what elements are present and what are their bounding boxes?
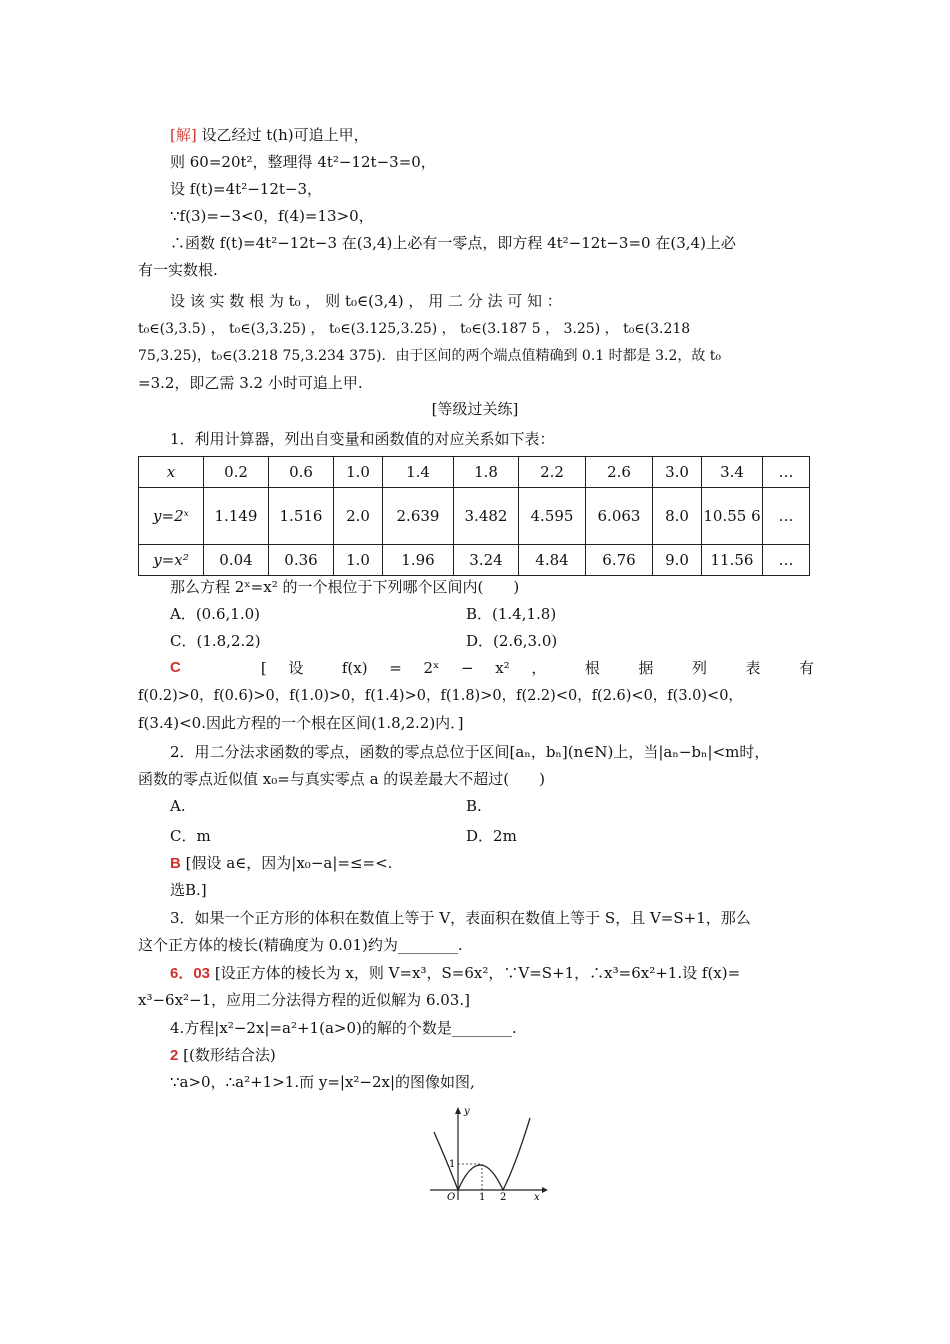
table-cell: 1.8 <box>454 457 519 488</box>
table-row <box>139 457 810 488</box>
table-cell: 1.0 <box>334 545 383 576</box>
q3-expl-text: [设正方体的棱长为 x，则 V=x³，S=6x²，∵V=S+1，∴x³=6x²+1.设 f(x)= <box>214 964 741 982</box>
table-cell: 0.2 <box>204 457 269 488</box>
solution-line-5: ∴函数 f(t)=4t²−12t−3 在(3,4)上必有一零点，即方程 4t²−12t−3=0 在(3,4)上必 <box>170 234 736 252</box>
curve <box>434 1118 530 1190</box>
solution-text-1: 设乙经过 t(h)可追上甲， <box>201 126 369 144</box>
table-cell: 6.063 <box>586 488 653 545</box>
table-cell: 1.149 <box>204 488 269 545</box>
q1-option-b: B．(1.4,1.8) <box>466 605 557 623</box>
table-row <box>139 488 810 545</box>
q2-expl-text: [假设 a∈，因为|x₀−a|=≤=<. <box>185 854 393 872</box>
q1-explanation-2: f(0.2)>0，f(0.6)>0，f(1.0)>0，f(1.4)>0，f(1.8)>0，f(2.2)<0，f(2.6)<0，f(3.0)<0， <box>138 688 743 704</box>
q1-stem: 1．利用计算器，列出自变量和函数值的对应关系如下表： <box>170 430 555 448</box>
solution-tag: [解] <box>170 126 197 144</box>
q2-explanation-2: 选B.] <box>170 881 207 899</box>
table-cell: 1.516 <box>269 488 334 545</box>
table-cell: 4.595 <box>519 488 586 545</box>
q1-option-d: D．(2.6,3.0) <box>466 632 558 650</box>
table-cell: 1.0 <box>334 457 383 488</box>
value-table <box>138 456 810 576</box>
table-cell: 1.4 <box>383 457 454 488</box>
q2-stem-1: 2．用二分法求函数的零点，函数的零点总位于区间[aₙ，bₙ](n∈N)上，当|aₙ−bₙ|<m时， <box>170 743 770 761</box>
q3-explanation-2: x³−6x²−1，应用二分法得方程的近似解为 6.03.] <box>138 991 470 1009</box>
q4-answer: 2 <box>170 1047 179 1064</box>
x-tick-2: 2 <box>500 1192 507 1202</box>
table-cell: 3.0 <box>653 457 702 488</box>
q2-stem-2: 函数的零点近似值 x₀=与真实零点 a 的误差最大不超过( ) <box>138 770 545 788</box>
table-cell: 2.2 <box>519 457 586 488</box>
table-cell: 0.04 <box>204 545 269 576</box>
table-cell: … <box>763 457 810 488</box>
table-cell: 1.96 <box>383 545 454 576</box>
table-cell: 2.6 <box>586 457 653 488</box>
table-cell: 3.24 <box>454 545 519 576</box>
q2-answer: B <box>170 855 181 872</box>
table-cell: y=x² <box>139 545 204 576</box>
q1-question: 那么方程 2ˣ=x² 的一个根位于下列哪个区间内( ) <box>170 578 520 596</box>
x-axis-arrow-icon <box>542 1187 548 1193</box>
table-cell: y=2ˣ <box>139 488 204 545</box>
solution-line-4: ∵f(3)=−3<0，f(4)=13>0， <box>170 207 374 225</box>
q2-option-c: C．m <box>170 827 211 845</box>
solution-line-8: t₀∈(3,3.5) ， t₀∈(3,3.25) ， t₀∈(3.125,3.25) ， t₀∈(3.187 5 ， 3.25) ， t₀∈(3.218 <box>138 321 691 337</box>
q2-option-a: A. <box>170 797 186 815</box>
q1-option-a: A．(0.6,1.0) <box>170 605 261 623</box>
table-cell: 10.55 6 <box>702 488 763 545</box>
q2-option-d: D．2m <box>466 827 517 845</box>
table-cell: 0.36 <box>269 545 334 576</box>
table-cell: 6.76 <box>586 545 653 576</box>
y-tick-1: 1 <box>449 1159 456 1170</box>
q1-explanation-1 <box>170 657 814 679</box>
y-label: y <box>464 1106 470 1117</box>
solution-line-10: =3.2，即乙需 3.2 小时可追上甲. <box>138 374 363 392</box>
table-cell: x <box>139 457 204 488</box>
q4-explanation-1 <box>170 1044 276 1067</box>
table-cell: 11.56 <box>702 545 763 576</box>
q2-option-b: B. <box>466 797 482 815</box>
q3-explanation-1 <box>170 962 740 985</box>
table-cell: 2.639 <box>383 488 454 545</box>
solution-line-7: 设 该 实 数 根 为 t₀ ， 则 t₀∈(3,4) ， 用 二 分 法 可 知 ： <box>170 292 562 310</box>
q1-expl-text: [ 设 f(x) = 2ˣ − x² ， 根 据 列 表 有 <box>260 659 814 677</box>
solution-line-2: 则 60=20t²，整理得 4t²−12t−3=0， <box>170 153 436 171</box>
table-cell: 8.0 <box>653 488 702 545</box>
q3-answer: 6．03 <box>170 965 211 982</box>
q3-stem-2: 这个正方体的棱长(精确度为 0.01)约为________. <box>138 936 463 954</box>
table-cell: 3.482 <box>454 488 519 545</box>
q4-stem: 4.方程|x²−2x|=a²+1(a>0)的解的个数是________. <box>170 1019 517 1037</box>
solution-line-6: 有一实数根. <box>138 261 218 279</box>
table-row <box>139 545 810 576</box>
table-cell: … <box>763 545 810 576</box>
q1-option-c: C．(1.8,2.2) <box>170 632 261 650</box>
table-cell: 4.84 <box>519 545 586 576</box>
q1-explanation-3: f(3.4)<0.因此方程的一个根在区间(1.8,2.2)内．] <box>138 714 464 732</box>
x-tick-1: 1 <box>479 1192 486 1202</box>
section-heading: [等级过关练] <box>431 400 519 418</box>
table-cell: 0.6 <box>269 457 334 488</box>
q2-explanation-1 <box>170 852 392 875</box>
solution-line-1 <box>170 124 369 146</box>
origin-label: O <box>447 1192 456 1202</box>
x-label: x <box>534 1192 540 1202</box>
table-cell: 9.0 <box>653 545 702 576</box>
table-cell: 3.4 <box>702 457 763 488</box>
q3-stem-1: 3．如果一个正方形的体积在数值上等于 V，表面积在数值上等于 S，且 V=S+1，那么 <box>170 909 751 927</box>
y-axis-arrow-icon <box>455 1107 461 1114</box>
solution-line-9: 75,3.25)，t₀∈(3.218 75,3.234 375)．由于区间的两个端点值精确到 0.1 时都是 3.2，故 t₀ <box>138 348 722 364</box>
abs-quadratic-graph <box>420 1102 550 1202</box>
q4-expl-text: [(数形结合法) <box>183 1046 276 1064</box>
q4-explanation-2: ∵a>0，∴a²+1>1.而 y=|x²−2x|的图像如图, <box>170 1073 475 1091</box>
table-cell: … <box>763 488 810 545</box>
q1-answer: C <box>170 659 181 676</box>
table-cell: 2.0 <box>334 488 383 545</box>
solution-line-3: 设 f(t)=4t²−12t−3， <box>170 180 322 198</box>
